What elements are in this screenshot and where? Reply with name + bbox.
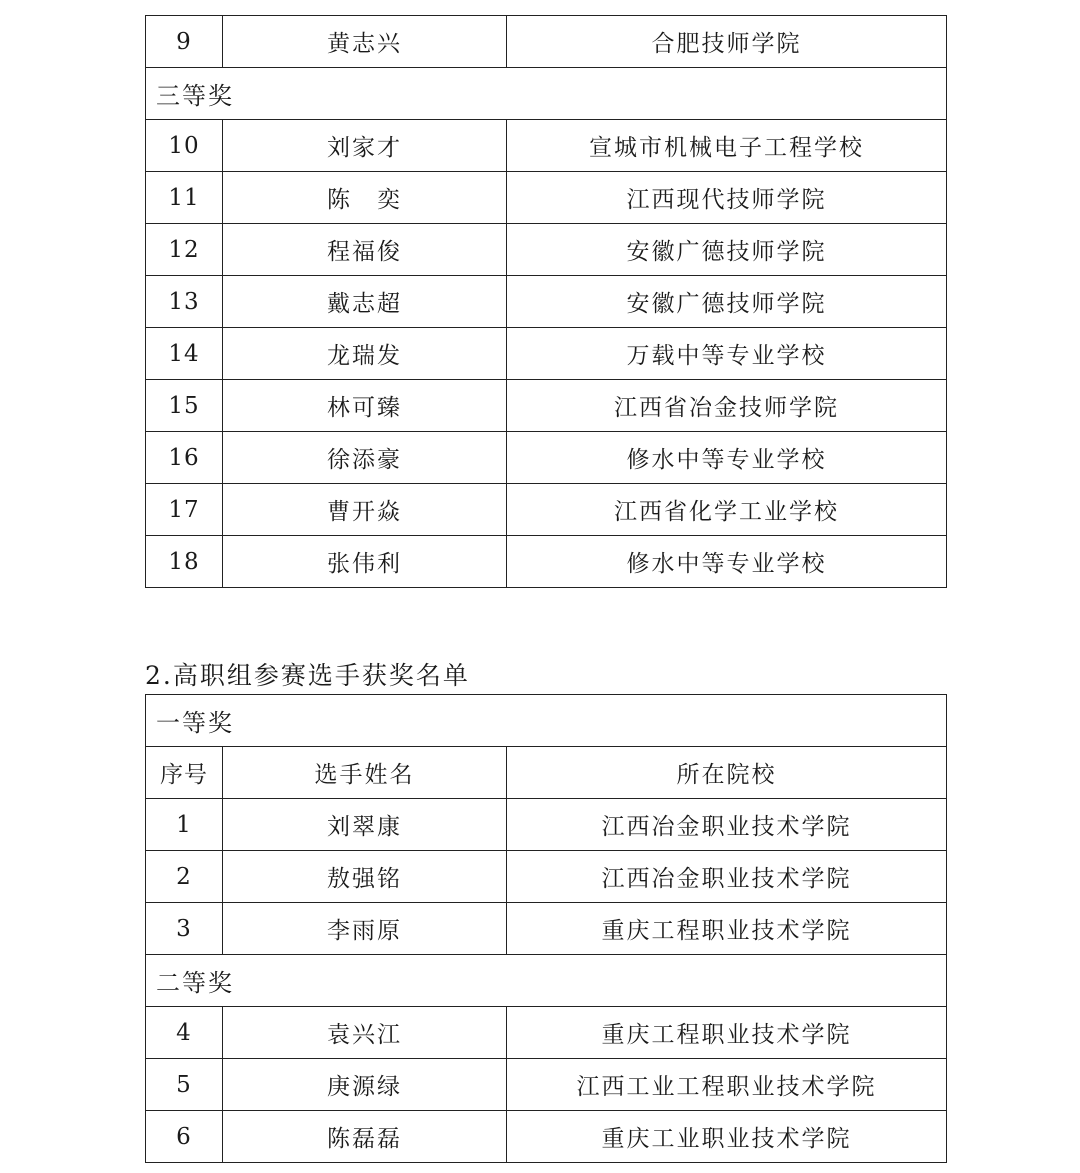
- school-cell: 江西现代技师学院: [507, 172, 947, 224]
- school-cell: 江西工业工程职业技术学院: [507, 1059, 947, 1111]
- index-cell: 16: [146, 432, 223, 484]
- index-cell: 1: [146, 799, 223, 851]
- index-cell: 4: [146, 1007, 223, 1059]
- name-cell: 曹开焱: [223, 484, 507, 536]
- name-cell: 庚源绿: [223, 1059, 507, 1111]
- award-level-label: 二等奖: [146, 955, 947, 1007]
- name-cell: 龙瑞发: [223, 328, 507, 380]
- table-row: [146, 328, 947, 380]
- school-cell: 安徽广德技师学院: [507, 224, 947, 276]
- index-cell: 5: [146, 1059, 223, 1111]
- school-cell: 修水中等专业学校: [507, 432, 947, 484]
- table-row: [146, 799, 947, 851]
- name-cell: 陈 奕: [223, 172, 507, 224]
- school-cell: 重庆工程职业技术学院: [507, 903, 947, 955]
- school-cell: 安徽广德技师学院: [507, 276, 947, 328]
- award-level-label: 一等奖: [146, 695, 947, 747]
- name-cell: 林可臻: [223, 380, 507, 432]
- school-cell: 江西省化学工业学校: [507, 484, 947, 536]
- award-level-row: [146, 695, 947, 747]
- table-row: [146, 1007, 947, 1059]
- index-cell: 11: [146, 172, 223, 224]
- index-cell: 9: [146, 16, 223, 68]
- index-cell: 3: [146, 903, 223, 955]
- name-cell: 敖强铭: [223, 851, 507, 903]
- header-name-cell: 选手姓名: [223, 747, 507, 799]
- index-cell: 14: [146, 328, 223, 380]
- header-index-cell: 序号: [146, 747, 223, 799]
- school-cell: 重庆工程职业技术学院: [507, 1007, 947, 1059]
- table-row: [146, 851, 947, 903]
- table-row: [146, 224, 947, 276]
- table-header-row: [146, 747, 947, 799]
- index-cell: 6: [146, 1111, 223, 1163]
- award-level-label: 三等奖: [146, 68, 947, 120]
- name-cell: 戴志超: [223, 276, 507, 328]
- school-cell: 合肥技师学院: [507, 16, 947, 68]
- name-cell: 李雨原: [223, 903, 507, 955]
- award-table-body: [146, 695, 947, 1163]
- table-row: [146, 16, 947, 68]
- school-cell: 重庆工业职业技术学院: [507, 1111, 947, 1163]
- award-level-row: [146, 955, 947, 1007]
- name-cell: 陈磊磊: [223, 1111, 507, 1163]
- name-cell: 张伟利: [223, 536, 507, 588]
- index-cell: 18: [146, 536, 223, 588]
- index-cell: 12: [146, 224, 223, 276]
- table-row: [146, 484, 947, 536]
- table-row: [146, 1111, 947, 1163]
- index-cell: 15: [146, 380, 223, 432]
- index-cell: 13: [146, 276, 223, 328]
- table-row: [146, 120, 947, 172]
- index-cell: 17: [146, 484, 223, 536]
- name-cell: 徐添豪: [223, 432, 507, 484]
- school-cell: 江西冶金职业技术学院: [507, 799, 947, 851]
- table-row: [146, 536, 947, 588]
- school-cell: 万载中等专业学校: [507, 328, 947, 380]
- award-table-higher-vocational: [145, 694, 947, 1163]
- name-cell: 刘翠康: [223, 799, 507, 851]
- name-cell: 刘家才: [223, 120, 507, 172]
- name-cell: 黄志兴: [223, 16, 507, 68]
- award-table-body: [146, 16, 947, 588]
- school-cell: 江西冶金职业技术学院: [507, 851, 947, 903]
- table-row: [146, 172, 947, 224]
- school-cell: 修水中等专业学校: [507, 536, 947, 588]
- table-row: [146, 432, 947, 484]
- award-level-row: [146, 68, 947, 120]
- index-cell: 10: [146, 120, 223, 172]
- header-school-cell: 所在院校: [507, 747, 947, 799]
- award-table-secondary: [145, 15, 947, 588]
- section-heading: 2.高职组参赛选手获奖名单: [145, 661, 470, 690]
- table-row: [146, 276, 947, 328]
- school-cell: 江西省冶金技师学院: [507, 380, 947, 432]
- table-row: [146, 380, 947, 432]
- index-cell: 2: [146, 851, 223, 903]
- school-cell: 宣城市机械电子工程学校: [507, 120, 947, 172]
- name-cell: 程福俊: [223, 224, 507, 276]
- name-cell: 袁兴江: [223, 1007, 507, 1059]
- table-row: [146, 903, 947, 955]
- table-row: [146, 1059, 947, 1111]
